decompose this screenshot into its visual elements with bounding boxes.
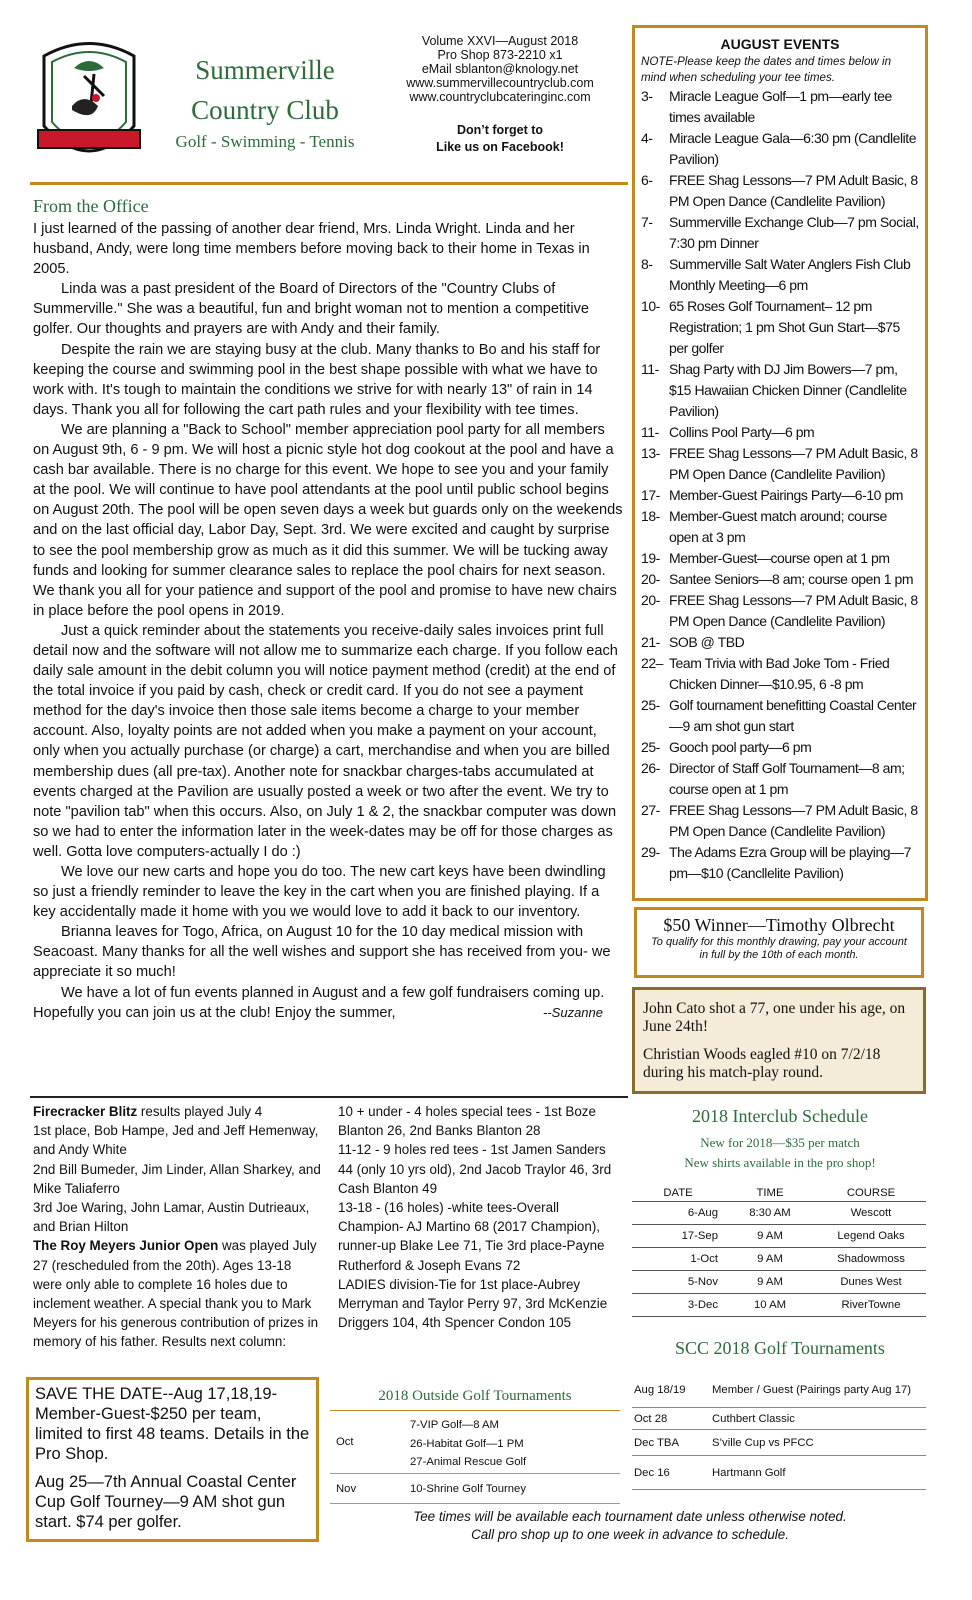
office-paragraph: Despite the rain we are staying busy at the club. Many thanks to Bo and his staff for keeping the course and swimming pool in the best shape possible with what we have to work with. It's tough to maintain the conditions we strive for with nearly 13" of rain in 14 days. Thank you all for following the cart path rules and your flexibility with tee times. [33,341,601,418]
interclub-title: 2018 Interclub Schedule [692,1106,868,1126]
save-the-date-item: SAVE THE DATE--Aug 17,18,19- Member-Guest-$250 per team, limited to first 48 teams. Details in the Pro Shop. [35,1385,310,1463]
email-line[interactable]: eMail sblanton@knology.net [421,62,579,76]
event-date: 10- [641,298,660,314]
facebook-reminder [400,122,600,156]
event-text: Gooch pool party—6 pm [669,739,812,755]
event-item [641,653,919,695]
blitz-intro: results played July 4 [137,1104,263,1119]
result-line: 3rd Joe Waring, John Lamar, Austin Dutrieaux, and Brian Hilton [33,1200,310,1235]
scc-tournament-row [632,1408,926,1430]
match-date: 5-Nov [687,1276,718,1288]
match-course: Wescott [850,1207,892,1219]
event-text: Team Trivia with Bad Joke Tom - Fried Chicken Dinner—$10.95, 6 -8 pm [669,655,890,692]
facebook-line1: Don’t forget to [456,123,544,137]
outside-event: 10-Shrine Golf Tourney [410,1483,526,1495]
scc-tournaments-title: SCC 2018 Golf Tournaments [675,1338,885,1358]
event-item [641,86,919,128]
tee-times-note-line2: Call pro shop up to one week in advance to schedule. [471,1527,789,1542]
masthead-info [380,34,620,104]
office-signature: --Suzanne [543,1004,603,1020]
event-item [641,842,919,884]
result-line: 2nd Bill Bumeder, Jim Linder, Allan Sharkey, and Mike Taliaferro [33,1161,321,1196]
outside-month-oct: Oct [336,1436,354,1448]
office-letter [33,219,623,1023]
outside-event: 7-VIP Golf—8 AM [410,1419,499,1431]
event-date: 25- [641,739,660,755]
catering-link[interactable]: www.countryclubcateringinc.com [409,90,591,104]
interclub-row [632,1294,926,1317]
event-date: 7- [641,214,653,230]
interclub-rows [632,1202,926,1317]
scc-tournament-name: Member / Guest (Pairings party Aug 17) [712,1383,912,1396]
outside-divider [330,1410,620,1411]
achievement-item: John Cato shot a 77, one under his age, on June 24th! [643,1000,906,1035]
match-date: 3-Dec [687,1299,718,1311]
outside-event: 26-Habitat Golf—1 PM [410,1437,524,1450]
event-item [641,569,919,590]
achievement-item: Christian Woods eagled #10 on 7/2/18 during his match-play round. [643,1046,881,1081]
event-item [641,170,919,212]
result-line: 1st place, Bob Hampe, Jed and Jeff Hemenway, and Andy White [33,1123,319,1158]
scc-tournaments-table [632,1372,926,1490]
scc-tournament-row [632,1456,926,1490]
event-date: 22– [641,655,664,671]
event-text: FREE Shag Lessons—7 PM Adult Basic, 8 PM Open Dance (Candlelite Pavilion) [669,802,918,839]
blitz-results [33,1102,323,1121]
event-item [641,548,919,569]
match-course: Shadowmoss [837,1253,905,1265]
scc-tournament-date: Oct 28 [634,1412,668,1425]
match-date: 17-Sep [681,1230,718,1242]
event-date: 19- [641,550,660,566]
event-text: Member-Guest—course open at 1 pm [669,550,890,566]
interclub-row [632,1248,926,1271]
col-date-header: DATE [663,1186,693,1199]
office-paragraph: Brianna leaves for Togo, Africa, on August 10 for the 10 day medical mission with Seacoast. Many thanks for all the well wishes and support she has received from you- we appreciate it so much! [33,924,611,981]
event-date: 29- [641,844,660,860]
event-item [641,422,919,443]
results-divider [30,1096,628,1098]
tee-times-note [330,1508,930,1544]
event-date: 8- [641,256,653,272]
event-item [641,590,919,632]
event-text: Summerville Exchange Club—7 pm Social, 7:30 pm Dinner [669,214,919,251]
match-time: 9 AM [757,1253,783,1265]
interclub-row [632,1271,926,1294]
interclub-table [632,1184,926,1317]
winner-note: To qualify for this monthly drawing, pay your account in full by the 10th of each month. [651,936,907,961]
event-date: 13- [641,445,660,461]
header-divider [30,182,628,185]
interclub-shirts: New shirts available in the pro shop! [684,1155,876,1170]
event-date: 21- [641,634,660,650]
interclub-price: New for 2018—$35 per match [700,1135,860,1150]
event-date: 6- [641,172,653,188]
volume-line: Volume XXVI—August 2018 [421,34,579,48]
events-note: NOTE-Please keep the dates and times below in mind when scheduling your tee times. [641,55,892,84]
scc-tournament-name: Hartmann Golf [712,1466,786,1479]
event-item [641,212,919,254]
scc-tournament-date: Aug 18/19 [634,1383,686,1396]
event-text: Santee Seniors—8 am; course open 1 pm [669,571,914,587]
events-list [641,86,919,884]
junior-open-text: was played July 27 (rescheduled from the 20th). Ages 13-18 were only able to complete 16 holes due to inclement weather. A special thank you to Mark Meyers for his generous contribution of prizes in memory of his father. Results next column: [33,1238,319,1350]
event-item [641,296,919,359]
club-name-line1: Summerville [195,55,335,85]
tee-times-note-line1: Tee times will be available each tournament date unless otherwise noted. [413,1509,847,1524]
scc-tournament-row [632,1430,926,1456]
match-time: 8:30 AM [749,1207,791,1219]
monthly-winner-box [634,907,924,978]
event-text: SOB @ TBD [669,634,745,650]
event-text: Miracle League Gala—6:30 pm (Candlelite Pavilion) [669,130,917,167]
interclub-subtitle [632,1133,928,1173]
event-item [641,695,919,737]
event-item [641,254,919,296]
event-item [641,758,919,800]
event-date: 11- [641,361,659,377]
col-course-header: COURSE [846,1186,896,1199]
event-text: FREE Shag Lessons—7 PM Adult Basic, 8 PM Open Dance (Candlelite Pavilion) [669,445,918,482]
event-text: Summerville Salt Water Anglers Fish Club Monthly Meeting—6 pm [669,256,911,293]
event-item [641,443,919,485]
event-text: Member-Guest Pairings Party—6-10 pm [669,487,904,503]
outside-month-nov: Nov [336,1483,357,1495]
col-time-header: TIME [756,1186,784,1199]
event-date: 26- [641,760,660,776]
event-item [641,737,919,758]
event-date: 3- [641,88,653,104]
blitz-title: Firecracker Blitz [33,1104,138,1119]
event-date: 11- [641,424,659,440]
event-text: Member-Guest match around; course open at 3 pm [669,508,887,545]
junior-open-results [33,1236,323,1351]
scc-tournament-name: Cuthbert Classic [712,1412,795,1425]
outside-event: 27-Animal Rescue Golf [410,1456,527,1468]
tournament-results-right [338,1102,623,1332]
club-name-line2: Country Club [191,95,339,125]
event-text: Shag Party with DJ Jim Bowers—7 pm, $15 Hawaiian Chicken Dinner (Candlelite Pavilion) [669,361,907,419]
result-line: 10 + under - 4 holes special tees - 1st Boze Blanton 26, 2nd Banks Blanton 28 [338,1104,596,1139]
scc-tournament-name: S’ville Cup vs PFCC [712,1436,814,1449]
club-name [150,50,380,130]
result-line: LADIES division-Tie for 1st place-Aubrey Merryman and Taylor Perry 97, 3rd McKenzie Driggers 104, 4th Spencer Condon 105 [338,1276,608,1331]
scc-tournament-date: Dec TBA [634,1436,679,1449]
website-link[interactable]: www.summervillecountryclub.com [406,76,594,90]
event-text: FREE Shag Lessons—7 PM Adult Basic, 8 PM Open Dance (Candlelite Pavilion) [669,172,918,209]
match-time: 10 AM [753,1299,787,1311]
outside-divider [330,1473,620,1474]
match-time: 9 AM [757,1276,783,1288]
office-paragraph: I just learned of the passing of another dear friend, Mrs. Linda Wright. Linda and her husband, Andy, were long time members before moving back to their home in Texas in 2005. [33,221,590,278]
match-course: Dunes West [840,1276,902,1288]
office-paragraph: Linda was a past president of the Board of Directors of the "Country Clubs of Summerville." She was a beautiful, fun and bright woman not to mention a competitive golfer. Our thoughts and prayers are with Andy and their family. [33,281,589,338]
result-line: 13-18 - (16 holes) -white tees-Overall Champion- AJ Martino 68 (2017 Champion), runner-up Blake Lee 71, Tie 3rd place-Payne Rutherford & Joseph Evans 72 [338,1200,605,1273]
pro-shop-phone: Pro Shop 873-2210 x1 [437,48,563,62]
interclub-row [632,1225,926,1248]
facebook-line2: Like us on Facebook! [436,140,564,154]
office-paragraph: Just a quick reminder about the statements you receive-daily sales invoices print full detail now and the software will not allow me to summarize each charge. If you follow each daily sale amount in the debit column you will notice payment method (credit) at the end of the total invoice if you paid by cash, check or credit card. If you do not see a payment method for the day's invoice then those sale items become a charge to your member account. Also, loyalty points are not added when you make a payment on your account, only when you actually purchase (or charge) a cart, merchandise and when you are billed membership dues (all pre-tax). Another note for snackbar charges-tabs accumulated at events charged at the Pavilion are usually posted a week or two after the event. We try to note "pavilion tab" when this occurs. Also, on July 1 & 2, the snackbar computer was down so we had to enter the information later in the week-dates may be off for those charges as well. Gotta love computers-actually I do :) [33,622,618,860]
event-date: 27- [641,802,660,818]
event-text: Golf tournament benefitting Coastal Center—9 am shot gun start [669,697,917,734]
scc-tournament-date: Dec 16 [634,1466,670,1479]
office-closing-text: We have a lot of fun events planned in August and a few golf fundraisers coming up. Hopefully you can join us at the club! Enjoy the summer, [33,984,605,1021]
golf-achievements-box [632,987,926,1094]
result-line: 11-12 - 9 holes red tees - 1st Jamen Sanders 44 (only 10 yrs old), 2nd Jacob Traylor 46, 3rd Cash Blanton 49 [338,1142,612,1196]
event-text: Miracle League Golf—1 pm—early tee times available [669,88,892,125]
august-events-box [632,25,928,901]
event-item [641,632,919,653]
match-time: 9 AM [757,1230,783,1242]
event-date: 25- [641,697,660,713]
match-date: 6-Aug [687,1207,718,1219]
match-date: 1-Oct [690,1253,718,1265]
scc-tournament-row [632,1372,926,1408]
event-date: 20- [641,571,660,587]
events-title: AUGUST EVENTS [720,36,840,52]
event-text: Director of Staff Golf Tournament—8 am; course open at 1 pm [669,760,905,797]
office-closing [33,983,623,1023]
event-item [641,128,919,170]
event-item [641,359,919,422]
outside-oct-list [410,1416,526,1472]
event-item [641,485,919,506]
outside-tournaments-title: 2018 Outside Golf Tournaments [378,1388,572,1404]
club-crest-logo [34,36,144,176]
event-date: 20- [641,592,660,608]
match-course: Legend Oaks [837,1230,905,1242]
winner-title: $50 Winner—Timothy Olbrecht [663,915,895,935]
event-text: 65 Roses Golf Tournament– 12 pm Registration; 1 pm Shot Gun Start—$75 per golfer [669,298,900,356]
event-date: 17- [641,487,660,503]
event-item [641,506,919,548]
junior-open-title: The Roy Meyers Junior Open [33,1238,219,1254]
event-item [641,800,919,842]
event-text: The Adams Ezra Group will be playing—7 pm—$10 (Cancllelite Pavilion) [669,844,912,881]
office-heading: From the Office [33,196,149,216]
save-the-date-item: Aug 25—7th Annual Coastal Center Cup Golf Tourney—9 AM shot gun start. $74 per golfer. [35,1473,297,1531]
tournament-results-left [33,1102,323,1352]
event-date: 18- [641,508,660,524]
match-course: RiverTowne [841,1299,901,1311]
interclub-header-row [632,1184,926,1202]
interclub-row [632,1202,926,1225]
event-date: 4- [641,130,653,146]
event-text: Collins Pool Party—6 pm [669,424,815,440]
club-tagline: Golf - Swimming - Tennis [175,132,355,151]
office-paragraph: We are planning a "Back to School" member appreciation pool party for all members on August 9th, 6 - 9 pm. We will host a picnic style hot dog cookout at the pool and have a cash bar available. There is no charge for this event. We hope to see you and your family at the pool. We will continue to have pool attendants at the pool until public school begins on August 20th. The pool will be open seven days a week but guards only on the weekends and on the last official day, Labor Day, Sept. 3rd. We were excited and caught by surprise to see the pool membership grow as much as it did this summer. We will be tucking away funds and looking for summer clearance sales to replace the pool chairs for next season. We thank you all for your patience and support of the pool and promise to have new chairs in place before the pool opens in 2019. [33,421,623,619]
save-the-date-box [26,1377,319,1542]
office-paragraph: We love our new carts and hope you do too. The new cart keys have been dwindling so just a friendly reminder to leave the key in the cart when you are finished playing. If a key accidentally made it home with you we would love to add it back to our inventory. [33,864,606,921]
outside-divider [330,1503,620,1504]
event-text: FREE Shag Lessons—7 PM Adult Basic, 8 PM Open Dance (Candlelite Pavilion) [669,592,918,629]
